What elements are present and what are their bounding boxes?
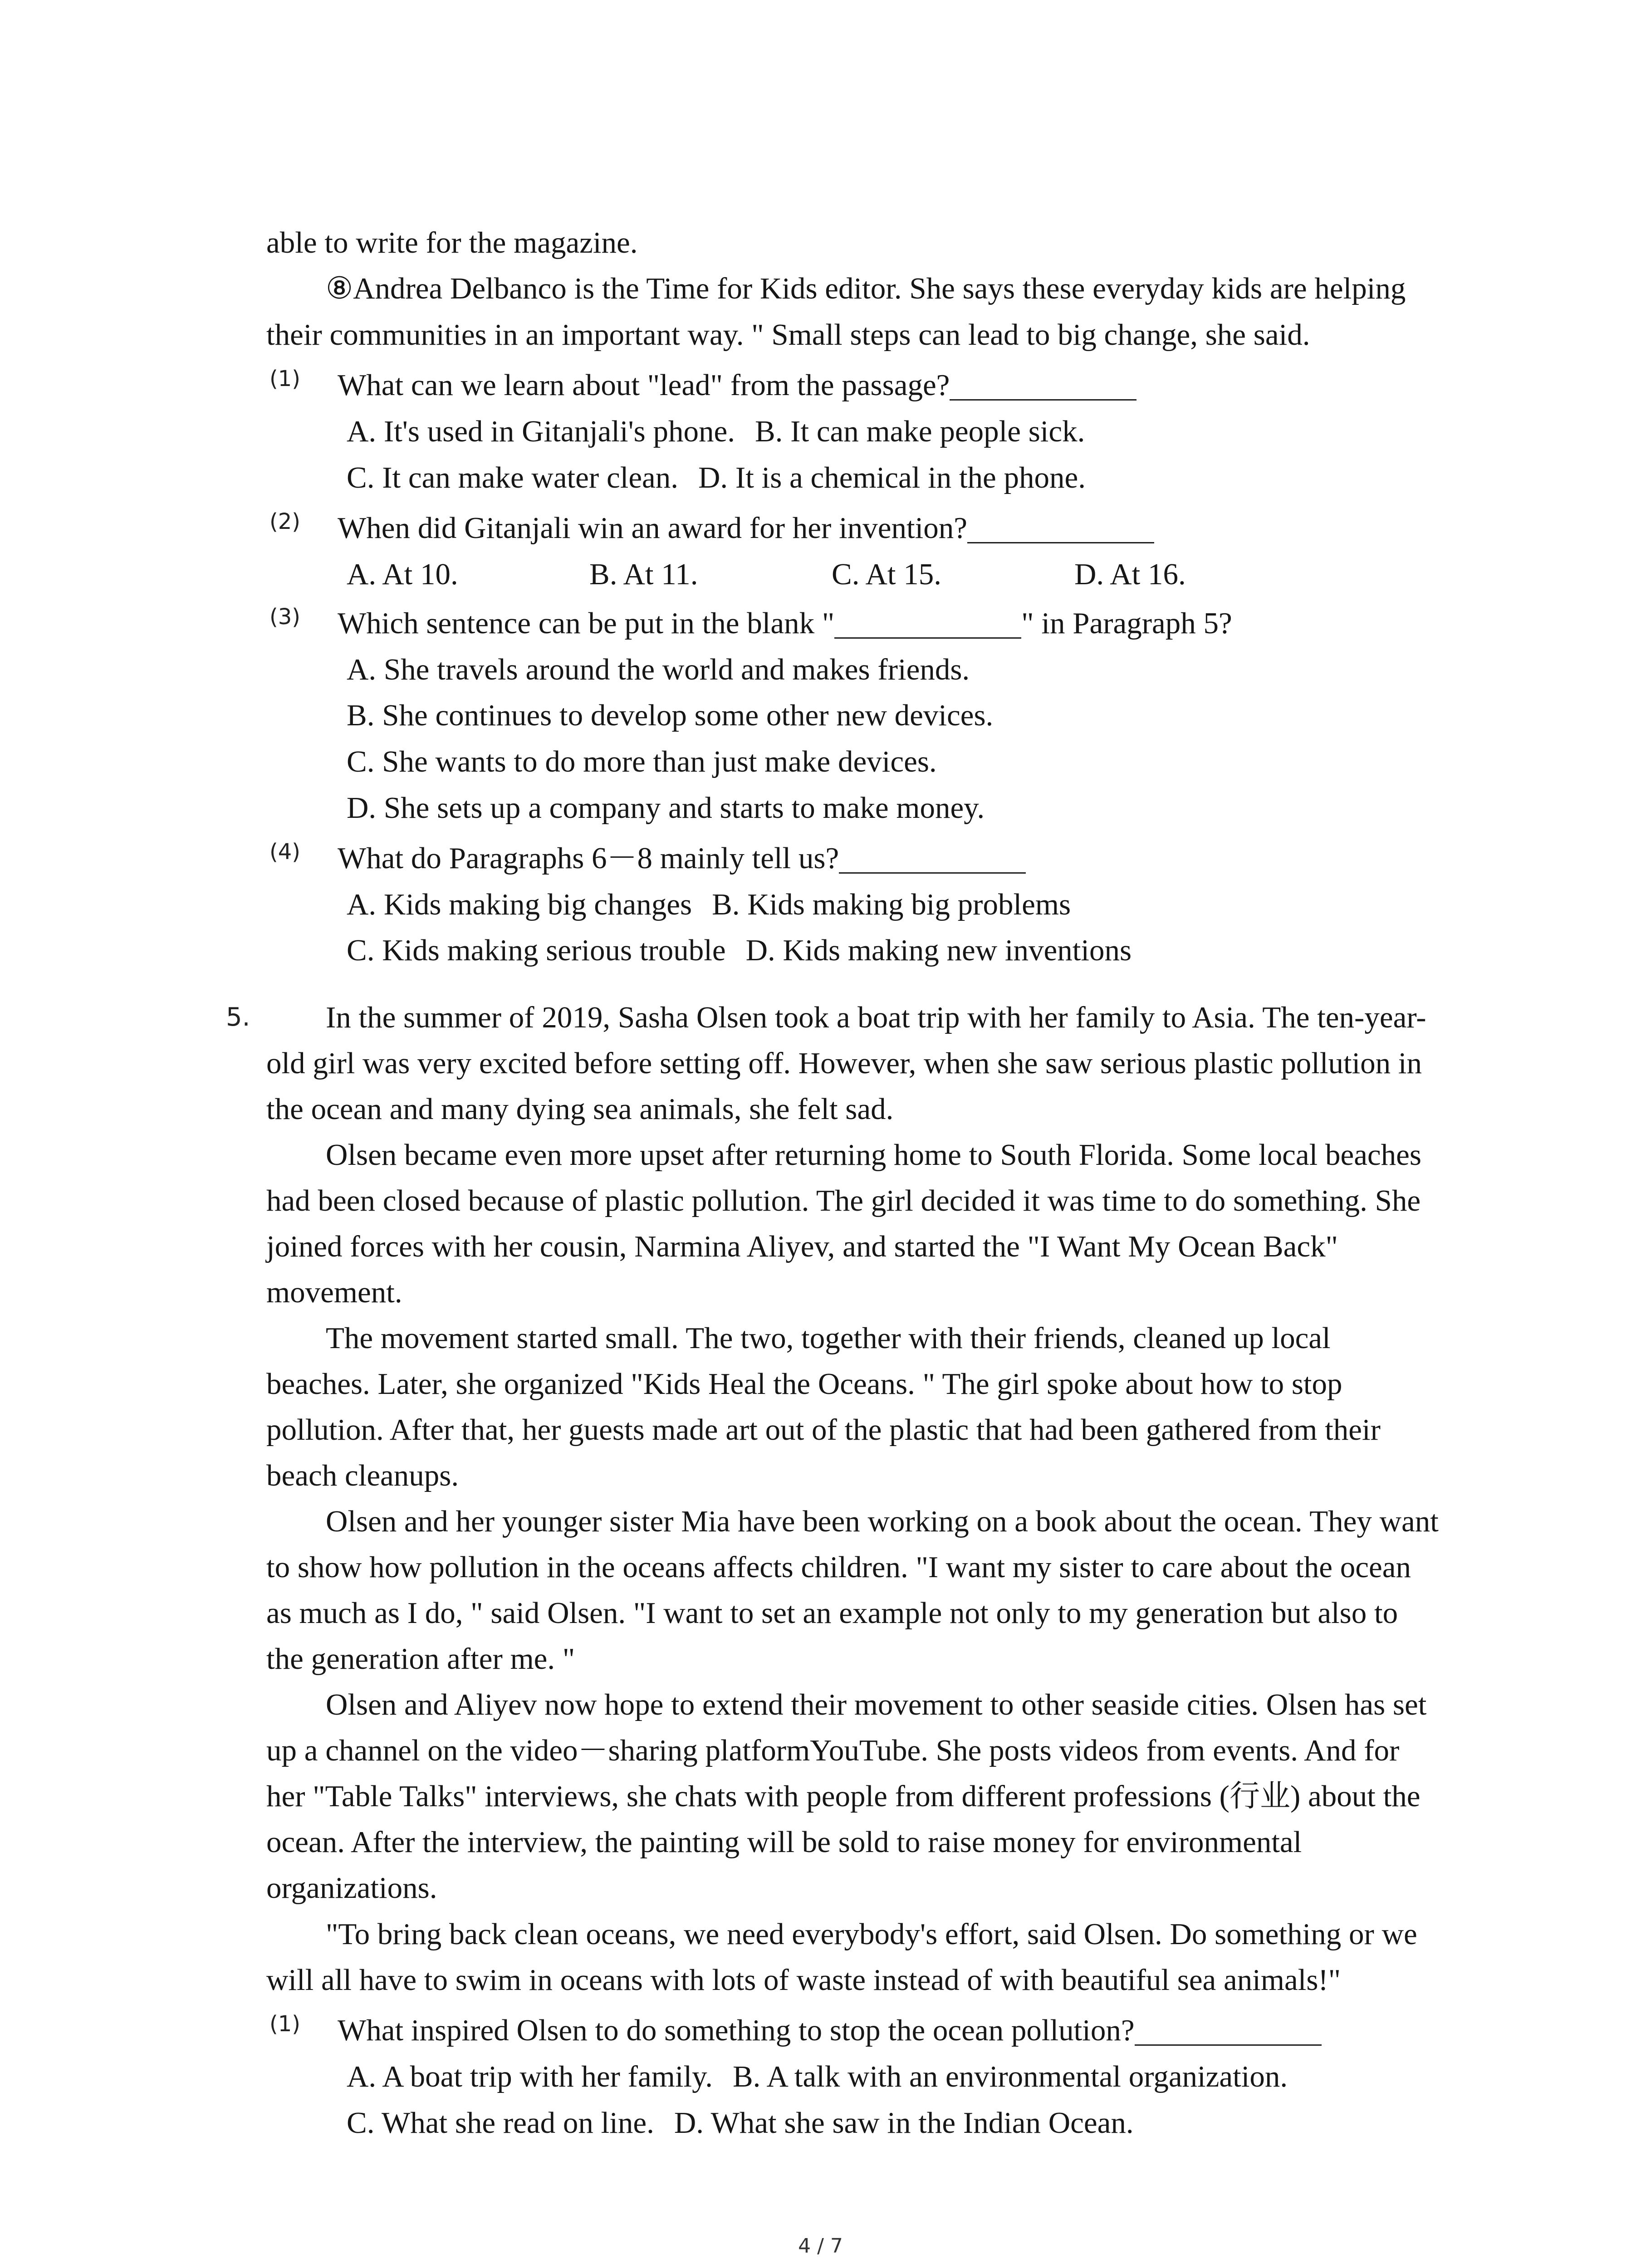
passage-5-line: her "Table Talks" interviews, she chats with people from different professions (行业) about the	[266, 1779, 1421, 1813]
question-stem-text: What inspired Olsen to do something to stop the ocean pollution?	[338, 2014, 1135, 2047]
passage-5-line: ocean. After the interview, the painting will be sold to raise money for environmental	[266, 1825, 1302, 1859]
passage-5-line: old girl was very excited before setting off. However, when she saw serious plastic pollution in	[266, 1046, 1422, 1080]
option-row	[347, 413, 1085, 450]
passage-5-line: up a channel on the video－sharing platformYouTube. She posts videos from events. And for	[266, 1734, 1400, 1767]
passage-5-line: organizations.	[266, 1871, 437, 1905]
answer-blank	[950, 399, 1136, 401]
passage-4-paragraph-8-line: their communities in an important way. " Small steps can lead to big change, she said.	[266, 318, 1310, 352]
question-stem	[338, 840, 1026, 876]
option-d: D. At 16.	[1074, 557, 1186, 591]
answer-blank	[967, 542, 1154, 543]
passage-5-line: joined forces with her cousin, Narmina Aliyev, and started the "I Want My Ocean Back"	[266, 1230, 1338, 1263]
option-row	[347, 932, 1132, 968]
option-row	[347, 2105, 1134, 2141]
passage-5-line: will all have to swim in oceans with lots of waste instead of with beautiful sea animals!"	[266, 1963, 1341, 1997]
passage-4-line: able to write for the magazine.	[266, 226, 638, 259]
passage-5-line: The movement started small. The two, together with their friends, cleaned up local	[326, 1321, 1331, 1355]
option-d: D. What she saw in the Indian Ocean.	[674, 2106, 1134, 2140]
question-number: (1)	[269, 2011, 300, 2037]
option-c: C. Kids making serious trouble	[347, 934, 726, 967]
option-b: B. A talk with an environmental organization.	[732, 2060, 1288, 2093]
option-b: B. It can make people sick.	[754, 415, 1085, 448]
option-row	[347, 886, 1071, 923]
option-b: B. Kids making big problems	[712, 888, 1071, 921]
option-c: C. It can make water clean.	[347, 461, 679, 494]
question-number: (2)	[269, 509, 300, 534]
passage-5-line: pollution. After that, her guests made art out of the plastic that had been gathered from their	[266, 1413, 1381, 1447]
option-a: A. Kids making big changes	[347, 888, 692, 921]
option-c: C. She wants to do more than just make devices.	[347, 745, 937, 778]
option-b: B. She continues to develop some other new devices.	[347, 699, 994, 732]
option-d: D. Kids making new inventions	[745, 934, 1132, 967]
passage-4-paragraph-8-line: ⑧Andrea Delbanco is the Time for Kids editor. She says these everyday kids are helping	[326, 272, 1406, 305]
question-stem	[338, 510, 1154, 546]
question-stem	[338, 2012, 1322, 2048]
option-a: A. At 10.	[347, 557, 458, 591]
answer-blank	[1135, 2044, 1322, 2046]
passage-5-line: beach cleanups.	[266, 1459, 459, 1492]
answer-blank	[834, 637, 1021, 639]
question-stem-text: When did Gitanjali win an award for her invention?	[338, 511, 967, 545]
question-stem	[338, 605, 1232, 641]
passage-5-line: In the summer of 2019, Sasha Olsen took a boat trip with her family to Asia. The ten-year-	[326, 1001, 1426, 1034]
option-d: D. She sets up a company and starts to make money.	[347, 791, 985, 825]
option-d: D. It is a chemical in the phone.	[698, 461, 1086, 494]
passage-5-line: Olsen became even more upset after returning home to South Florida. Some local beaches	[326, 1138, 1421, 1172]
question-stem-text: What do Paragraphs 6－8 mainly tell us?	[338, 841, 839, 875]
question-stem-text: " in Paragraph 5?	[1021, 606, 1232, 640]
passage-5-line: Olsen and her younger sister Mia have been working on a book about the ocean. They want	[326, 1505, 1439, 1538]
question-stem-text: Which sentence can be put in the blank "	[338, 606, 835, 640]
page-number: 4 / 7	[798, 2234, 843, 2258]
passage-5-line: to show how pollution in the oceans affects children. "I want my sister to care about the ocean	[266, 1550, 1411, 1584]
passage-5-line: as much as I do, " said Olsen. "I want to set an example not only to my generation but also to	[266, 1596, 1398, 1630]
answer-blank	[839, 872, 1026, 874]
option-a: A. She travels around the world and makes friends.	[347, 653, 970, 686]
option-row	[347, 459, 1086, 496]
question-number: (1)	[269, 366, 300, 391]
passage-5-line: beaches. Later, she organized "Kids Heal the Oceans. " The girl spoke about how to stop	[266, 1367, 1342, 1401]
question-stem	[338, 367, 1136, 403]
passage-5-number: 5.	[226, 1002, 250, 1032]
option-b: B. At 11.	[589, 557, 698, 591]
passage-5-line: had been closed because of plastic pollution. The girl decided it was time to do something. She	[266, 1184, 1421, 1217]
option-c: C. At 15.	[832, 557, 941, 591]
option-a: A. A boat trip with her family.	[347, 2060, 713, 2093]
option-row	[347, 2058, 1288, 2095]
option-a: A. It's used in Gitanjali's phone.	[347, 415, 735, 448]
passage-5-line: Olsen and Aliyev now hope to extend their movement to other seaside cities. Olsen has set	[326, 1688, 1427, 1721]
question-number: (3)	[269, 604, 300, 630]
passage-5-line: the generation after me. "	[266, 1642, 575, 1676]
passage-5-line: movement.	[266, 1276, 402, 1309]
question-stem-text: What can we learn about "lead" from the passage?	[338, 368, 950, 402]
question-number: (4)	[269, 839, 300, 865]
passage-5-line: the ocean and many dying sea animals, she felt sad.	[266, 1092, 894, 1126]
option-c: C. What she read on line.	[347, 2106, 654, 2140]
passage-5-line: "To bring back clean oceans, we need everybody's effort, said Olsen. Do something or we	[326, 1917, 1417, 1951]
